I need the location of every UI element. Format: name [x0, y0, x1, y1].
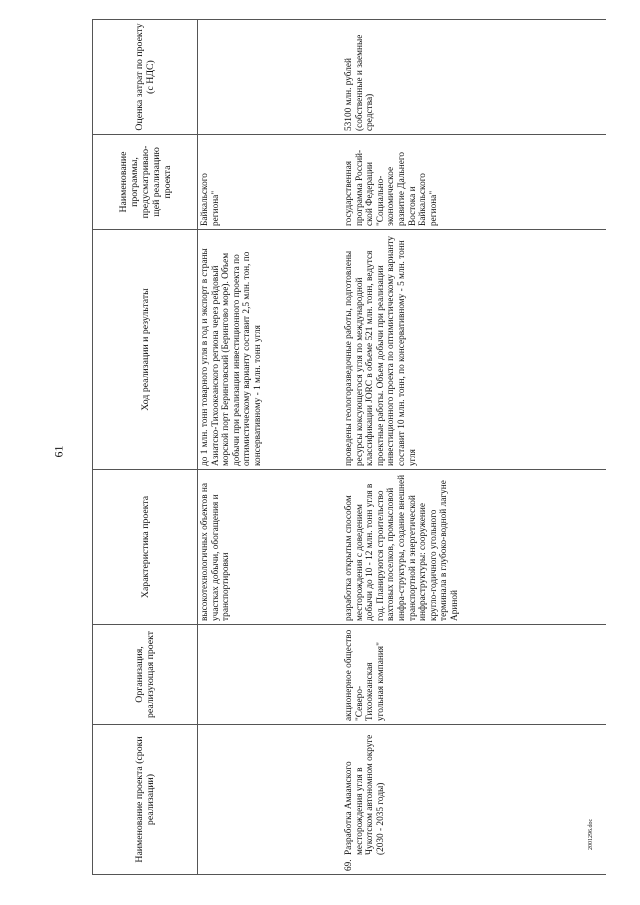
- cell-cost: [198, 20, 343, 135]
- cell-program: Байкальского региона": [198, 135, 343, 230]
- header-characteristics: Характеристика проекта: [93, 470, 198, 625]
- row-number: 69.: [344, 859, 354, 871]
- cell-cost: 53100 млн. рублей (собственные и заемные средства): [342, 20, 606, 135]
- page-number: 61: [51, 445, 66, 458]
- header-project-name: Наименование проекта (сроки реализации): [93, 725, 198, 875]
- cell-characteristics: высокотехнологичных объектов на участках добычи, обогащения и транспортировки: [198, 470, 343, 625]
- cell-progress: проведены геологоразведочные работы, подготовлены ресурсы коксующегося угля по международной классификации JORC в объеме 521 млн. тонн, ведутся проектные работы. Объем добычи при реализации инвестиционного проекта по оптимистическому варианту составит 10 млн. тонн, по консервативному - 5 млн. тонн угля: [342, 230, 606, 470]
- table-row: [342, 20, 606, 875]
- cell-program: государственная программа Россий-ской Федерации "Социально-экономическое развитие Дальнего Востока и Байкальского региона": [342, 135, 606, 230]
- cell-progress: до 1 млн. тонн товарного угля в год и экспорт в страны Азиатско-Тихоокеанского региона через рейдовый морской порт Беринговский (Берингово море). Объем добычи при реализации инвестиционного проекта по оптимистическому варианту составит 2,5 млн. тон, по консервативному - 1 млн. тонн угля: [198, 230, 343, 470]
- table-row: [198, 20, 343, 875]
- cell-organization: [198, 625, 343, 725]
- table-header-row: [93, 20, 198, 875]
- cell-characteristics: разработка открытым способом месторождения с доведением добычи до 10 - 12 млн. тонн угля в год. Планируются строительство вахтовых поселков, промысловой инфра-структуры, создание внешней транспортной и энергетической инфраструктуры: сооружение кругло-годичного угольного терминала в глубоко-водной лагуне Ариной: [342, 470, 606, 625]
- projects-table: [92, 19, 606, 875]
- header-cost: Оценка затрат по проекту (с НДС): [93, 20, 198, 135]
- header-program: Наименование программы, предусматриваю-щей реализацию проекта: [93, 135, 198, 230]
- cell-project-name: [198, 725, 343, 875]
- header-organization: Организация, реализующая проект: [93, 625, 198, 725]
- project-name: Разработка Амаамского месторождения угля в Чукотском автономном округе (2030 - 2035 годы): [344, 734, 386, 855]
- footer-doc-name: 2001296.doc: [588, 818, 594, 850]
- header-progress: Ход реализации и результаты: [93, 230, 198, 470]
- cell-project-name: [342, 725, 606, 875]
- cell-organization: акционерное общество "Северо-Тихоокеанская угольная компания": [342, 625, 606, 725]
- projects-table-container: [92, 20, 612, 875]
